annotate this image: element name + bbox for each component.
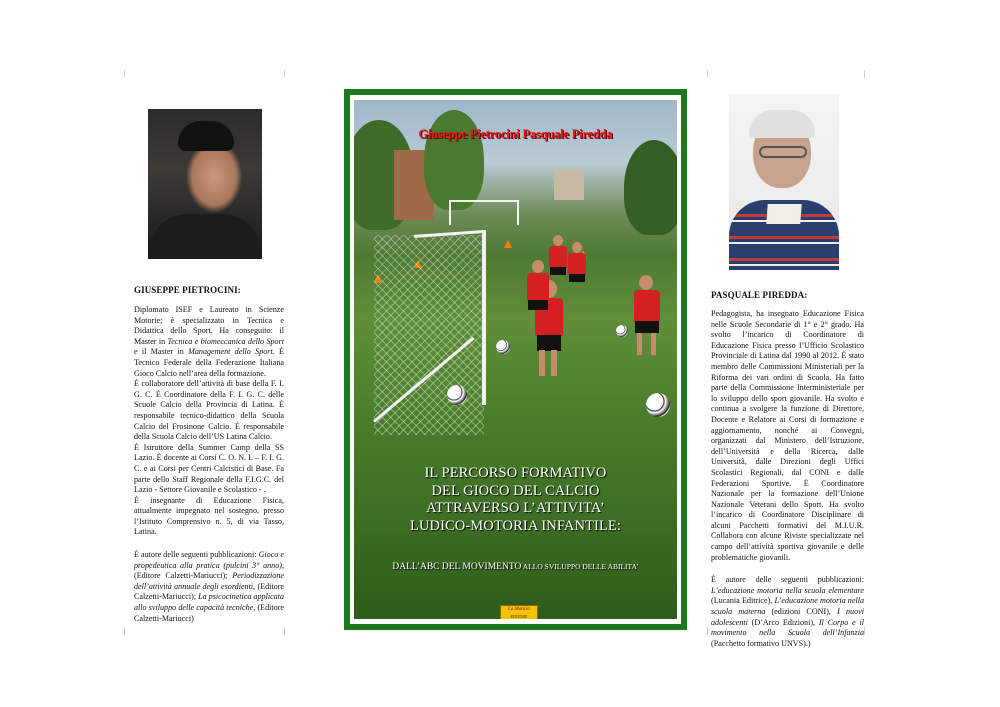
cover-photo bbox=[354, 100, 677, 619]
bio-paragraph: È insegnante di Educazione Fisica, attualmente impegnato nel sostegno, presso l’Istituto Comprensivo n. 5, di via Tasso, Latina. bbox=[134, 495, 284, 537]
cover-title-line: IL PERCORSO FORMATIVO bbox=[424, 465, 607, 481]
crop-mark bbox=[864, 627, 865, 635]
publisher-name: La Mancia bbox=[508, 607, 530, 612]
publisher-sub: EDITORE bbox=[510, 614, 528, 619]
cover-subtitle bbox=[354, 562, 677, 572]
cover-authors: Giuseppe Pietrocini Pasquale Piredda bbox=[418, 127, 613, 141]
right-author-name: PASQUALE PIREDDA: bbox=[711, 290, 808, 300]
crop-mark bbox=[864, 70, 865, 78]
author-photo-pietrocini bbox=[148, 109, 262, 259]
book-cover bbox=[344, 89, 687, 630]
crop-mark bbox=[707, 627, 708, 635]
right-author-bio bbox=[711, 309, 864, 657]
publications-paragraph: È autore delle seguenti pubblicazioni: Gioco e propedeutica alla pratica (pulcini 3° anno), (Editore Calzetti-Mariucci); Periodizzazione dell’attività annuale degli esordienti, (Editore Calzetti-Mariucci); La psicocinetica applicata allo sviluppo delle capacità tecniche, (Editore Calzetti-Mariucci) bbox=[134, 550, 284, 623]
crop-mark bbox=[284, 627, 285, 635]
cover-title-line: LUDICO-MOTORIA INFANTILE: bbox=[410, 517, 621, 534]
cover-title-line: DEL GIOCO DEL CALCIO bbox=[431, 482, 600, 499]
crop-mark bbox=[124, 70, 125, 78]
author-photo-piredda bbox=[729, 94, 839, 270]
cover-subtitle-small: ALLO SVILUPPO DELLE ABILITA’ bbox=[521, 562, 639, 571]
crop-mark bbox=[284, 70, 285, 78]
cover-title-line: ATTRAVERSO L’ATTIVITA’ bbox=[426, 500, 605, 516]
crop-mark bbox=[124, 627, 125, 635]
bio-paragraph: È collaboratore dell’attività di base della F. I. G. C. È Coordinatore della F. I. G. C. delle Scuole Calcio della Provincia di Latina. È responsabile tecnico-didattico della Scuola Calcio del Frosinone Calcio. È responsabile della Scuola Calcio dell’US Latina Calcio. bbox=[134, 379, 284, 442]
crop-mark bbox=[707, 70, 708, 78]
cover-subtitle-main: DALL’ABC DEL MOVIMENTO bbox=[392, 562, 522, 572]
publisher-logo bbox=[500, 605, 538, 619]
bio-paragraph: Diplomato ISEF e Laureato in Scienze Motorie; è specializzato in Tecnica e Didattica dello Sport. Ha conseguito: il Master in Tecnica e biomeccanica dello Sport e il Master in Management dello Sport. È Tecnico Federale della Federazione Italiana Gioco Calcio nell’area della formazione. bbox=[134, 305, 284, 378]
publications-paragraph: È autore delle seguenti pubblicazioni: L’educazione motoria nella scuola elementare (Lucania Editrice), L’educazione motoria nella scuola materna (edizioni CONI), I nuovi adolescenti (D’Arco Edizioni), Il Corpo e il movimento nella Scuola dell’Infanzia (Pacchetto formativo UNVS).) bbox=[711, 575, 864, 648]
left-author-name: GIUSEPPE PIETROCINI: bbox=[134, 285, 241, 295]
left-author-bio bbox=[134, 305, 284, 632]
bio-paragraph: È Istruttore della Summer Camp della SS Lazio. È docente ai Corsi C. O. N. I. – F. I. G. C. e ai Corsi per Centri Calcistici di Base. Fa parte dello Staff Regionale della F.I.G.C. del Lazio - Settore Giovanile e Scolastico - . bbox=[134, 442, 284, 495]
bio-paragraph: Pedagogista, ha insegnato Educazione Fisica nelle Scuole Secondarie di 1° e 2° grado. Ha svolto l’incarico di Coordinatore di Educazione Fisica presso l’Ufficio Scolastico Provinciale di Latina dal 1990 al 2012. È stato membro delle Commissioni Ministeriali per la Riforma dei vari ordini di Scuola. Ha fatto parte della Commissione Interministeriale per lo sviluppo dello sport giovanile. Ha svolto e continua a svolgere la funzione di Direttore, Docente e Relatore ai Corsi di formazione e aggiornamento, nonché ai Convegni, organizzati dal Ministero dell’Istruzione, dell’Università e della Ricerca, dalle Università, dalle Direzioni degli Uffici Scolastici Regionali, dal CONI e dalle Federazioni Sportive. È Coordinatore Nazionale per la formazione dell’Unione Nazionale Veterani dello Sport. Ha svolto l’incarico di Coordinatore Disciplinare di alcuni Pacchetti formativi del M.I.U.R. Collabora con alcune Riviste specializzate nel campo dell’attività sportiva giovanile e delle problematiche giovanili. bbox=[711, 309, 864, 562]
cover-title bbox=[354, 465, 677, 535]
